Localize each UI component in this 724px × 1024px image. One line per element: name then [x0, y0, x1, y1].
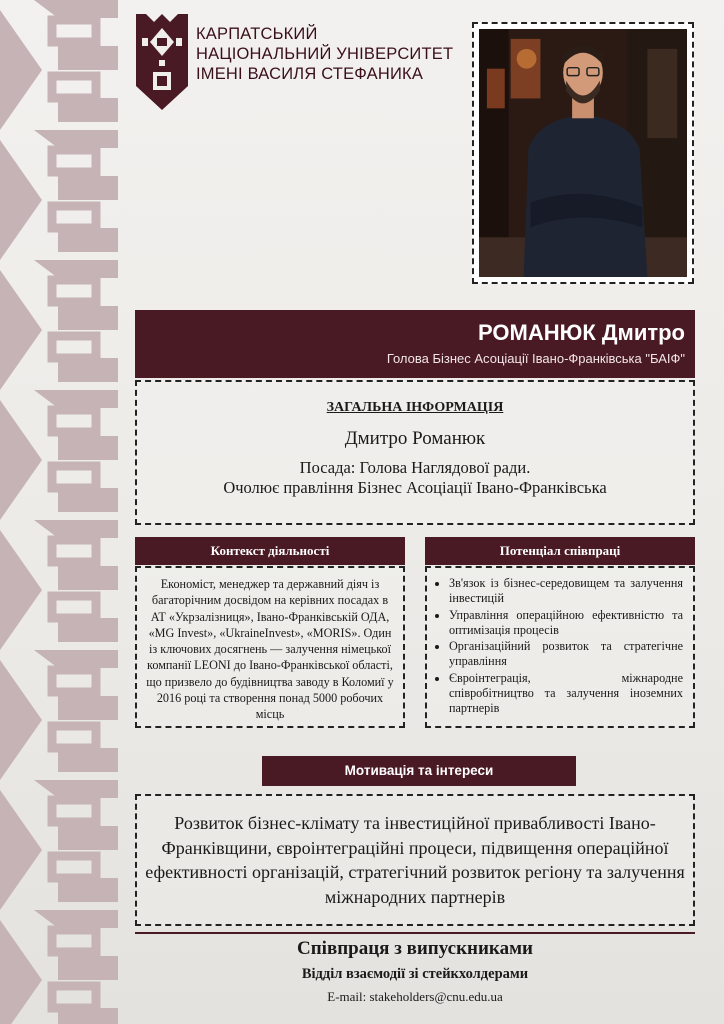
- list-item: • Зв'язок із бізнес-середовищем та залучення інвестицій: [449, 576, 683, 607]
- university-logo-icon: [136, 14, 188, 110]
- name-banner: [135, 310, 695, 378]
- potential-box: [425, 566, 695, 728]
- university-name-line-3: ІМЕНІ ВАСИЛЯ СТЕФАНИКА: [196, 65, 424, 83]
- general-info-post: Посада: Голова Наглядової ради.: [299, 458, 531, 477]
- footer-department: Відділ взаємодії зі стейкхолдерами: [301, 966, 529, 982]
- list-item: • Євроінтеграція, міжнародне співробітництво та залучення іноземних партнерів: [449, 671, 683, 717]
- folk-ornament: [0, 0, 118, 1024]
- footer-title: Співпраця з випускниками: [297, 938, 533, 959]
- footer-divider: [135, 932, 695, 934]
- context-title: Контекст діяльності: [135, 537, 405, 565]
- general-info-name: Дмитро Романюк: [344, 428, 486, 449]
- footer-email[interactable]: E-mail: stakeholders@cnu.edu.ua: [327, 989, 503, 1004]
- person-full-name: РОМАНЮК Дмитро: [478, 320, 685, 345]
- university-name-line-1: КАРПАТСЬКИЙ: [196, 25, 318, 43]
- potential-list: [427, 568, 693, 717]
- general-info-title: ЗАГАЛЬНА ІНФОРМАЦІЯ: [326, 400, 504, 415]
- general-info-box: [135, 380, 695, 525]
- motivation-title: Мотивація та інтереси: [262, 756, 576, 786]
- university-name-line-2: НАЦІОНАЛЬНИЙ УНІВЕРСИТЕТ: [196, 45, 454, 63]
- portrait-frame: [472, 22, 694, 284]
- context-box: [135, 566, 405, 728]
- list-item: • Управління операційною ефективністю та оптимізація процесів: [449, 608, 683, 639]
- university-name: [196, 24, 453, 84]
- potential-title: Потенціал співпраці: [425, 537, 695, 565]
- motivation-box: [135, 794, 695, 926]
- motivation-text: Розвиток бізнес-клімату та інвестиційної привабливості Івано-Франківщини, євроінтеграційні процеси, підвищення операційної ефективності організацій, стратегічний розвиток регіону та залучення міжнародних партнерів: [145, 813, 685, 907]
- general-info-role: Очолює правління Бізнес Асоціації Івано-Франківська: [223, 478, 607, 497]
- list-item: • Організаційний розвиток та стратегічне управління: [449, 639, 683, 670]
- context-text: Економіст, менеджер та державний діяч із багаторічним досвідом на керівних посадах в АТ «Укрзалізниця», Івано-Франківській ОДА, «MG Invest», «UkraineInvest», «MORIS». Один із ключових досягнень — залучення німецької компанії LEONI до Івано-Франківської області, що призвело до будівництва заводу в Коломиї у 2016 році та створення понад 5000 робочих місць: [146, 577, 394, 722]
- person-position: Голова Бізнес Асоціації Івано-Франківська "БАІФ": [386, 351, 685, 366]
- portrait-photo: [479, 29, 687, 277]
